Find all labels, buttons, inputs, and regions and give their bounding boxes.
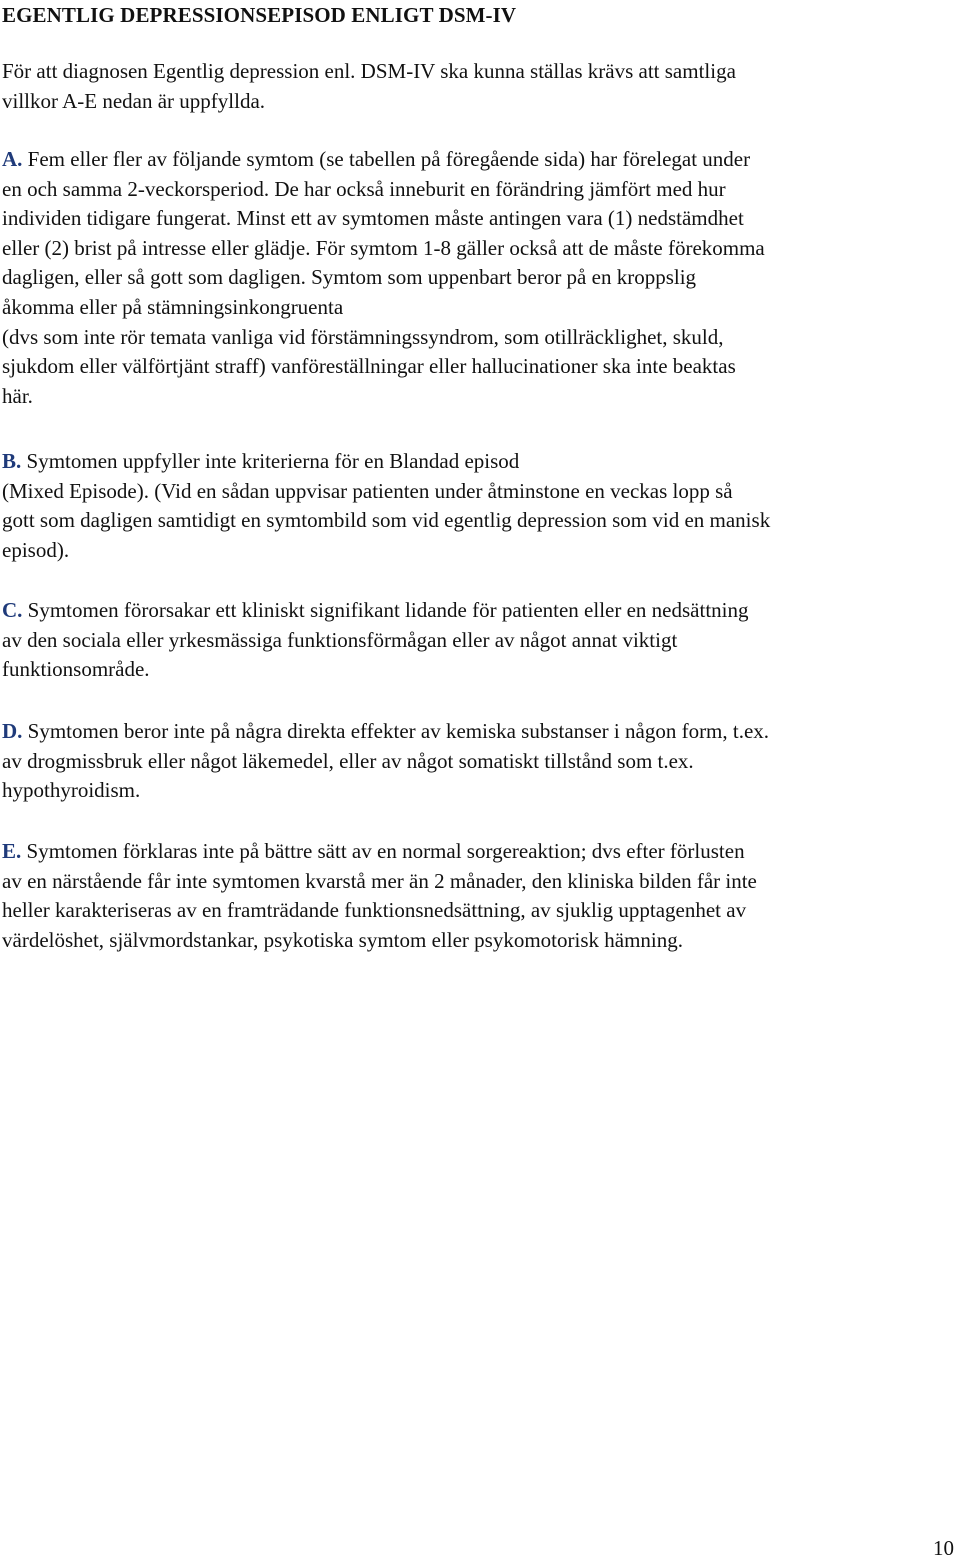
criterion-line: dagligen, eller så gott som dagligen. Symtom som uppenbart beror på en kroppslig [2, 265, 697, 290]
criterion-line: (dvs som inte rör temata vanliga vid förstämningssyndrom, som otillräcklighet, skuld, [2, 324, 724, 349]
criterion-line [2, 717, 769, 747]
criterion-line: gott som dagligen samtidigt en symtombild som vid egentlig depression som vid en manisk [2, 508, 771, 533]
intro-line: villkor A-E nedan är uppfyllda. [2, 88, 266, 113]
intro-paragraph [2, 57, 736, 116]
criterion-line: av en närstående får inte symtomen kvarstå mer än 2 månader, den kliniska bilden får inte [2, 868, 757, 893]
criterion-text: Symtomen förorsakar ett kliniskt signifikant lidande för patienten eller en nedsättning [22, 598, 749, 622]
criterion-line [2, 447, 770, 477]
criterion-a [2, 145, 765, 411]
criterion-line: funktionsområde. [2, 657, 150, 682]
criterion-line [2, 596, 749, 626]
criterion-line: episod). [2, 537, 70, 562]
criterion-line: en och samma 2-veckorsperiod. De har också inneburit en förändring jämfört med hur [2, 176, 726, 201]
intro-line: För att diagnosen Egentlig depression enl. DSM-IV ska kunna ställas krävs att samtliga [2, 59, 736, 83]
criterion-line: hypothyroidism. [2, 778, 141, 803]
criterion-text: Fem eller fler av följande symtom (se tabellen på föregående sida) har förelegat under [22, 147, 751, 171]
criterion-b [2, 447, 770, 565]
criterion-line: individen tidigare fungerat. Minst ett av symtomen måste antingen vara (1) nedstämdhet [2, 206, 744, 231]
criterion-letter: A. [2, 147, 23, 171]
criterion-line: av den sociala eller yrkesmässiga funktionsförmågan eller av något annat viktigt [2, 627, 678, 652]
criterion-line: här. [2, 383, 33, 408]
criterion-letter: E. [2, 839, 22, 863]
criterion-line: heller karakteriseras av en framträdande funktionsnedsättning, av sjuklig upptagenhet av [2, 898, 747, 923]
criterion-text: Symtomen uppfyller inte kriterierna för en Blandad episod [21, 449, 520, 473]
criterion-text: Symtomen förklaras inte på bättre sätt av en normal sorgereaktion; dvs efter förlusten [21, 839, 745, 863]
criterion-line: värdelöshet, självmordstankar, psykotiska symtom eller psykomotorisk hämning. [2, 927, 683, 952]
criterion-c [2, 596, 749, 685]
criterion-line: eller (2) brist på intresse eller glädje. För symtom 1-8 gäller också att de måste förekomma [2, 235, 765, 260]
criterion-letter: D. [2, 719, 23, 743]
criterion-line: av drogmissbruk eller något läkemedel, eller av något somatiskt tillstånd som t.ex. [2, 748, 694, 773]
criterion-d [2, 717, 769, 806]
criterion-e [2, 837, 757, 955]
criterion-text: Symtomen beror inte på några direkta effekter av kemiska substanser i någon form, t.ex. [22, 719, 770, 743]
page-number: 10 [933, 1536, 954, 1560]
criterion-letter: B. [2, 449, 22, 473]
criterion-line: (Mixed Episode). (Vid en sådan uppvisar patienten under åtminstone en veckas lopp så [2, 478, 733, 503]
criterion-line: sjukdom eller välförtjänt straff) vanföreställningar eller hallucinationer ska inte beaktas [2, 354, 736, 379]
criterion-line: åkomma eller på stämningsinkongruenta [2, 294, 344, 319]
document-title: EGENTLIG DEPRESSIONSEPISOD ENLIGT DSM-IV [2, 3, 517, 27]
criterion-line [2, 145, 765, 175]
criterion-letter: C. [2, 598, 23, 622]
criterion-line [2, 837, 757, 867]
